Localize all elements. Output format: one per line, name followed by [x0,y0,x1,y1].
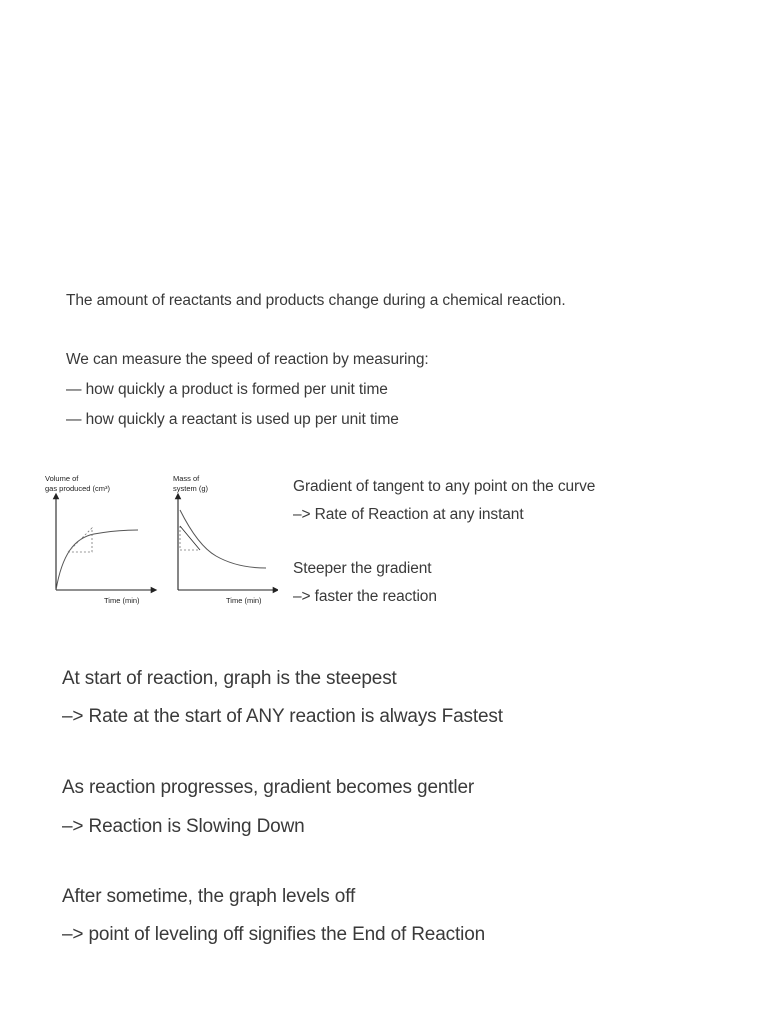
side-note-4: –> faster the reaction [293,588,437,605]
volume-tangent-triangle [68,528,92,552]
mass-graph [173,474,276,605]
volume-ylabel-line2: gas produced (cm³) [45,484,111,493]
mass-ylabel-line1: Mass of [173,474,200,483]
mass-ylabel-line2: system (g) [173,484,209,493]
volume-graph [45,474,154,605]
point-1: At start of reaction, graph is the steepest [62,668,397,689]
intro-bullet-2: — how quickly a reactant is used up per unit time [66,411,399,428]
point-3: As reaction progresses, gradient becomes gentler [62,777,475,798]
point-4: –> Reaction is Slowing Down [62,816,305,837]
side-note-3: Steeper the gradient [293,560,432,577]
volume-curve [56,530,138,590]
rate-graphs-svg [40,470,278,610]
intro-bullet-1: — how quickly a product is formed per unit time [66,381,388,398]
intro-line-1: The amount of reactants and products change during a chemical reaction. [66,292,566,309]
point-5: After sometime, the graph levels off [62,886,356,907]
point-6: –> point of leveling off signifies the End of Reaction [62,924,486,945]
rate-graphs-figure [40,470,278,610]
mass-curve [180,510,266,568]
point-2: –> Rate at the start of ANY reaction is always Fastest [62,706,503,727]
side-note-2: –> Rate of Reaction at any instant [293,506,524,523]
side-note-1: Gradient of tangent to any point on the curve [293,478,596,495]
volume-ylabel-line1: Volume of [45,474,79,483]
mass-xlabel: Time (min) [226,596,262,605]
intro-line-2: We can measure the speed of reaction by measuring: [66,351,429,368]
volume-xlabel: Time (min) [104,596,140,605]
